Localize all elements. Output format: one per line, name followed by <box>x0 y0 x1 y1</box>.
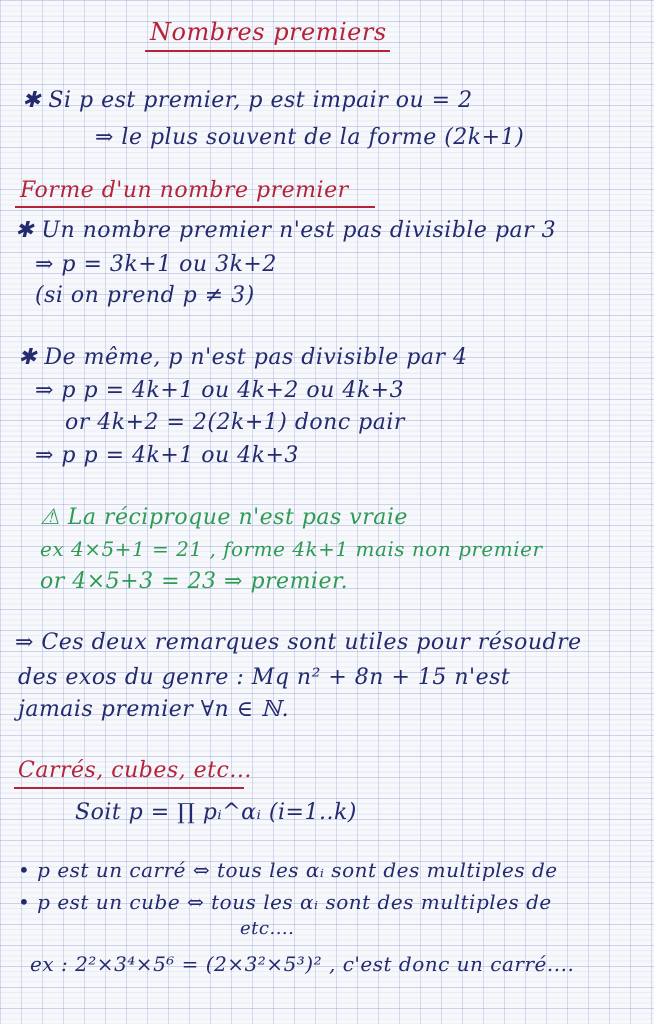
squares-heading-underline <box>14 787 244 789</box>
div3-line: ✱ Un nombre premier n'est pas divisible par 3 <box>15 218 557 243</box>
prime-form-line: ⇒ le plus souvent de la forme (2k+1) <box>95 125 525 150</box>
div3-forms-line: ⇒ p = 3k+1 ou 3k+2 <box>35 252 277 277</box>
remarks-line-2: des exos du genre : Mq n² + 8n + 15 n'est <box>18 665 511 690</box>
square-example-line: ex : 2²×3⁴×5⁶ = (2×3²×5³)² , c'est donc un carré.... <box>30 952 575 976</box>
div4-forms-line: ⇒ p p = 4k+1 ou 4k+2 ou 4k+3 <box>35 378 405 403</box>
converse-warning-line: ⚠ La réciproque n'est pas vraie <box>40 505 408 530</box>
div4-even-line: or 4k+2 = 2(2k+1) donc pair <box>65 410 405 435</box>
prime-parity-line: ✱ Si p est premier, p est impair ou = 2 <box>22 88 473 113</box>
remarks-line-1: ⇒ Ces deux remarques sont utiles pour résoudre <box>15 630 582 655</box>
form-section-heading: Forme d'un nombre premier <box>20 178 349 203</box>
div3-condition-line: (si on prend p ≠ 3) <box>35 283 255 308</box>
etc-line: etc.... <box>240 918 295 939</box>
remarks-line-3: jamais premier ∀n ∈ ℕ. <box>18 697 290 722</box>
squares-section-heading: Carrés, cubes, etc... <box>18 758 252 783</box>
form-heading-underline <box>15 206 375 208</box>
title-underline <box>145 50 390 52</box>
div4-line: ✱ De même, p n'est pas divisible par 4 <box>18 345 468 370</box>
cube-criterion-line: • p est un cube ⇔ tous les αᵢ sont des multiples de <box>18 890 552 914</box>
prime-factorization-line: Soit p = ∏ pᵢ^αᵢ (i=1..k) <box>75 800 357 825</box>
converse-counter-line: or 4×5+3 = 23 ⇒ premier. <box>40 569 349 594</box>
div4-result-line: ⇒ p p = 4k+1 ou 4k+3 <box>35 443 299 468</box>
square-criterion-line: • p est un carré ⇔ tous les αᵢ sont des multiples de <box>18 858 558 882</box>
page-title: Nombres premiers <box>150 18 387 46</box>
converse-example-line: ex 4×5+1 = 21 , forme 4k+1 mais non premier <box>40 537 543 561</box>
